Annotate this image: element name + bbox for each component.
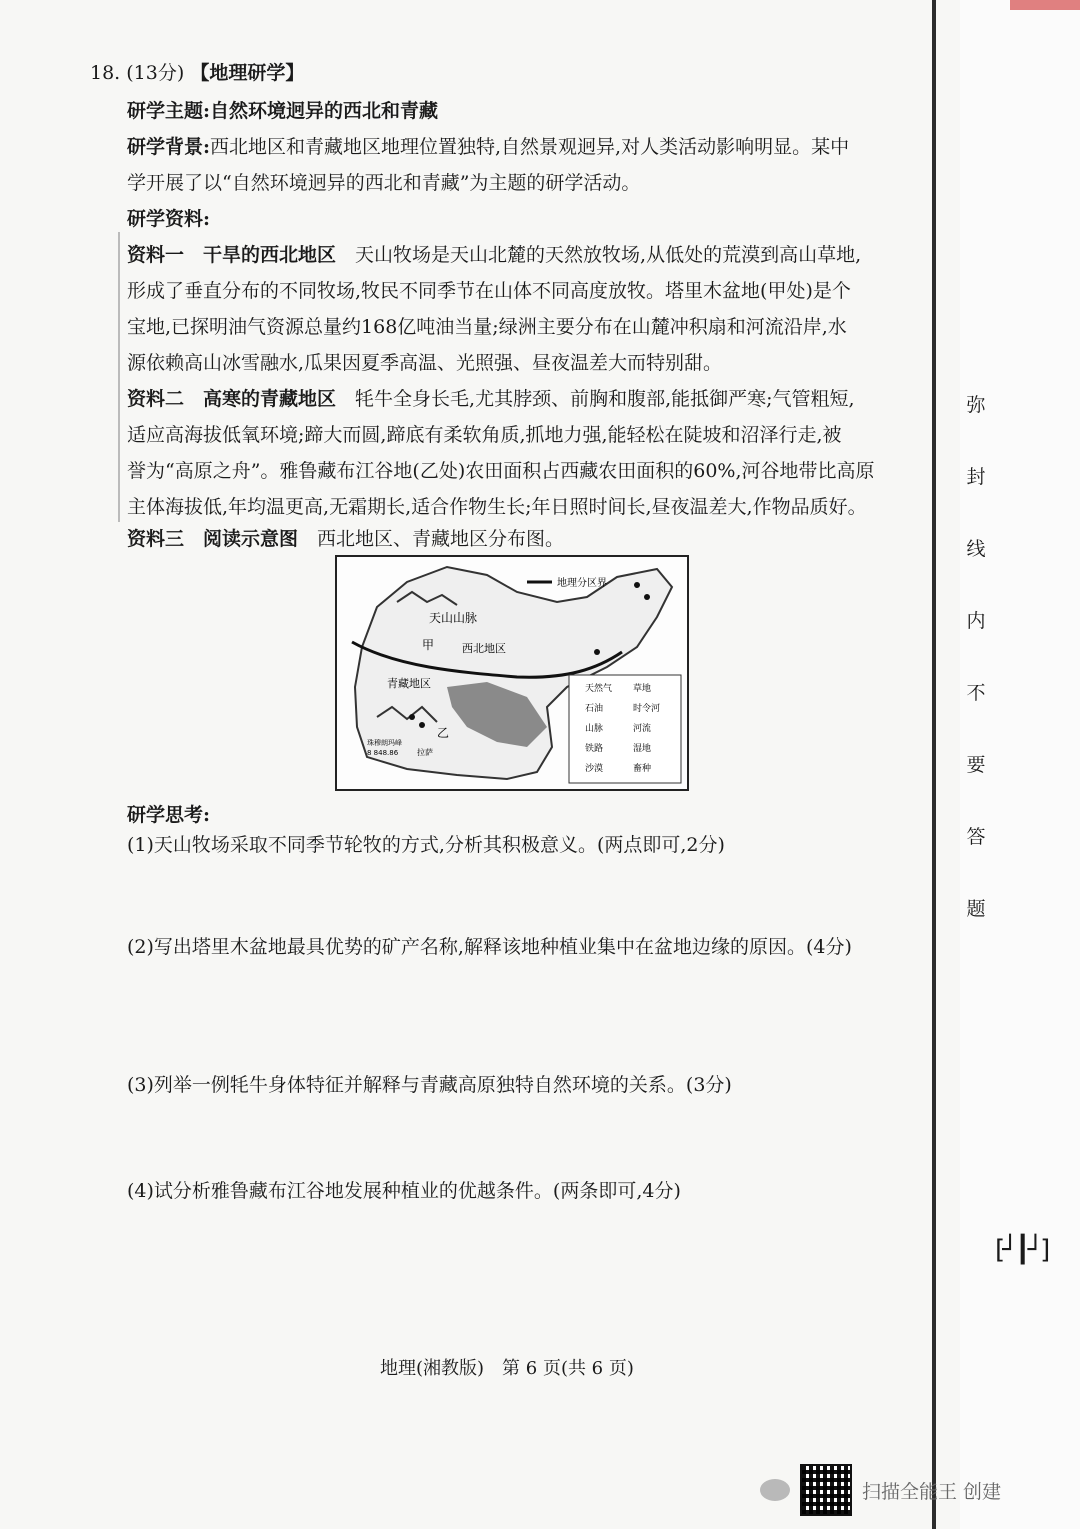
seal-line-text [958, 390, 994, 921]
page-footer: 地理(湘教版) 第 6 页(共 6 页) [380, 1358, 634, 1379]
material3-line [127, 524, 927, 551]
material2-line-4: 主体海拔低,年均温更高,无霜期长,适合作物生长;年日照时间长,昼夜温差大,作物品质好。 [127, 496, 867, 518]
seal-char: 题 [966, 898, 986, 920]
material2-title: 资料二 高寒的青藏地区 [127, 388, 337, 410]
seal-char: 线 [966, 538, 986, 560]
qr-code-icon [800, 1464, 852, 1516]
grassland-dot [594, 649, 600, 655]
material2-line-1 [127, 384, 927, 411]
legend-item: 河流 [633, 724, 652, 734]
background-line-1 [127, 132, 927, 159]
theme-text: 自然环境迥异的西北和青藏 [210, 100, 439, 122]
side-scan-marks: [┘┃┘] [995, 1235, 1048, 1265]
seal-char: 弥 [966, 394, 986, 416]
question-score: (13分) [126, 62, 185, 84]
grassland-dot [634, 582, 640, 588]
red-corner-mark [1010, 0, 1080, 10]
material3-title: 资料三 阅读示意图 [127, 528, 299, 550]
materials-label: 研学资料: [127, 208, 211, 230]
question-header [90, 58, 890, 85]
legend-item: 沙漠 [585, 764, 604, 774]
background-text-1: 西北地区和青藏地区地理位置独特,自然景观迥异,对人类活动影响明显。某中 [210, 136, 850, 158]
map-label-tianshan: 天山山脉 [429, 611, 478, 625]
material1-line-3: 宝地,已探明油气资源总量约168亿吨油当量;绿洲主要分布在山麓冲积扇和河流沿岸,水 [127, 316, 847, 338]
binding-line [932, 0, 936, 1529]
grassland-dot [409, 714, 415, 720]
question-tag: 【地理研学】 [190, 62, 305, 84]
distribution-map [335, 555, 689, 791]
map-label-jia: 甲 [422, 638, 435, 652]
grassland-dot [644, 594, 650, 600]
material1-line-4: 源依赖高山冰雪融水,瓜果因夏季高温、光照强、昼夜温差大而特别甜。 [127, 352, 723, 374]
material2-line-3: 誉为“高原之舟”。雅鲁藏布江谷地(乙处)农田面积占西藏农田面积的60%,河谷地带比高原 [127, 460, 875, 482]
sub-question-4: (4)试分析雅鲁藏布江谷地发展种植业的优越条件。(两条即可,4分) [127, 1180, 681, 1202]
watermark-text: 扫描全能王 创建 [862, 1480, 1002, 1503]
seal-char: 答 [966, 826, 986, 848]
map-label-lhasa: 拉萨 [417, 748, 433, 757]
material1-line-1 [127, 240, 927, 267]
legend-item: 天然气 [585, 684, 613, 694]
seal-char: 封 [966, 466, 986, 488]
material1-title: 资料一 干旱的西北地区 [127, 244, 337, 266]
map-label-yi: 乙 [437, 726, 450, 740]
grassland-dot [419, 722, 425, 728]
sub-question-3: (3)列举一例牦牛身体特征并解释与青藏高原独特自然环境的关系。(3分) [127, 1074, 732, 1096]
thinking-label: 研学思考: [127, 804, 211, 826]
map-label-boundary: 地理分区界 [557, 578, 607, 589]
material3-caption: 西北地区、青藏地区分布图。 [317, 528, 565, 550]
map-label-northwest: 西北地区 [462, 642, 506, 655]
legend-item: 时令河 [633, 704, 661, 714]
legend-item: 草地 [633, 684, 652, 694]
map-label-qingzang: 青藏地区 [387, 677, 431, 690]
material1-line-2: 形成了垂直分布的不同牧场,牧民不同季节在山体不同高度放牧。塔里木盆地(甲处)是个 [127, 280, 851, 302]
material2-text-1: 牦牛全身长毛,尤其脖颈、前胸和腹部,能抵御严寒;气管粗短, [355, 388, 855, 410]
question-number: 18. [90, 62, 121, 84]
sub-question-1: (1)天山牧场采取不同季节轮牧的方式,分析其积极意义。(两点即可,2分) [127, 834, 725, 856]
background-line-2: 学开展了以“自然环境迥异的西北和青藏”为主题的研学活动。 [127, 172, 641, 194]
sub-question-2: (2)写出塔里木盆地最具优势的矿产名称,解释该地种植业集中在盆地边缘的原因。(4分) [127, 936, 852, 958]
material1-text-1: 天山牧场是天山北麓的天然放牧场,从低处的荒漠到高山草地, [355, 244, 862, 266]
legend-item: 石油 [585, 704, 604, 714]
theme-line [127, 96, 927, 123]
scanner-watermark [760, 1470, 1060, 1510]
background-label: 研学背景: [127, 136, 211, 158]
seal-char: 要 [966, 754, 986, 776]
legend-item: 铁路 [585, 744, 604, 754]
seal-char: 不 [966, 682, 986, 704]
legend-item: 畜种 [633, 764, 652, 774]
seal-char: 内 [966, 610, 986, 632]
theme-label: 研学主题: [127, 100, 211, 122]
map-svg [337, 557, 687, 789]
material2-line-2: 适应高海拔低氧环境;蹄大而圆,蹄底有柔软角质,抓地力强,能轻松在陡坡和沼泽行走,被 [127, 424, 842, 446]
wechat-icon [760, 1479, 790, 1501]
map-label-peak-height: 8 848.86 [367, 749, 399, 757]
legend-item: 湿地 [633, 744, 652, 754]
legend-item: 山脉 [585, 724, 604, 734]
map-label-peak: 珠穆朗玛峰 [367, 739, 402, 747]
